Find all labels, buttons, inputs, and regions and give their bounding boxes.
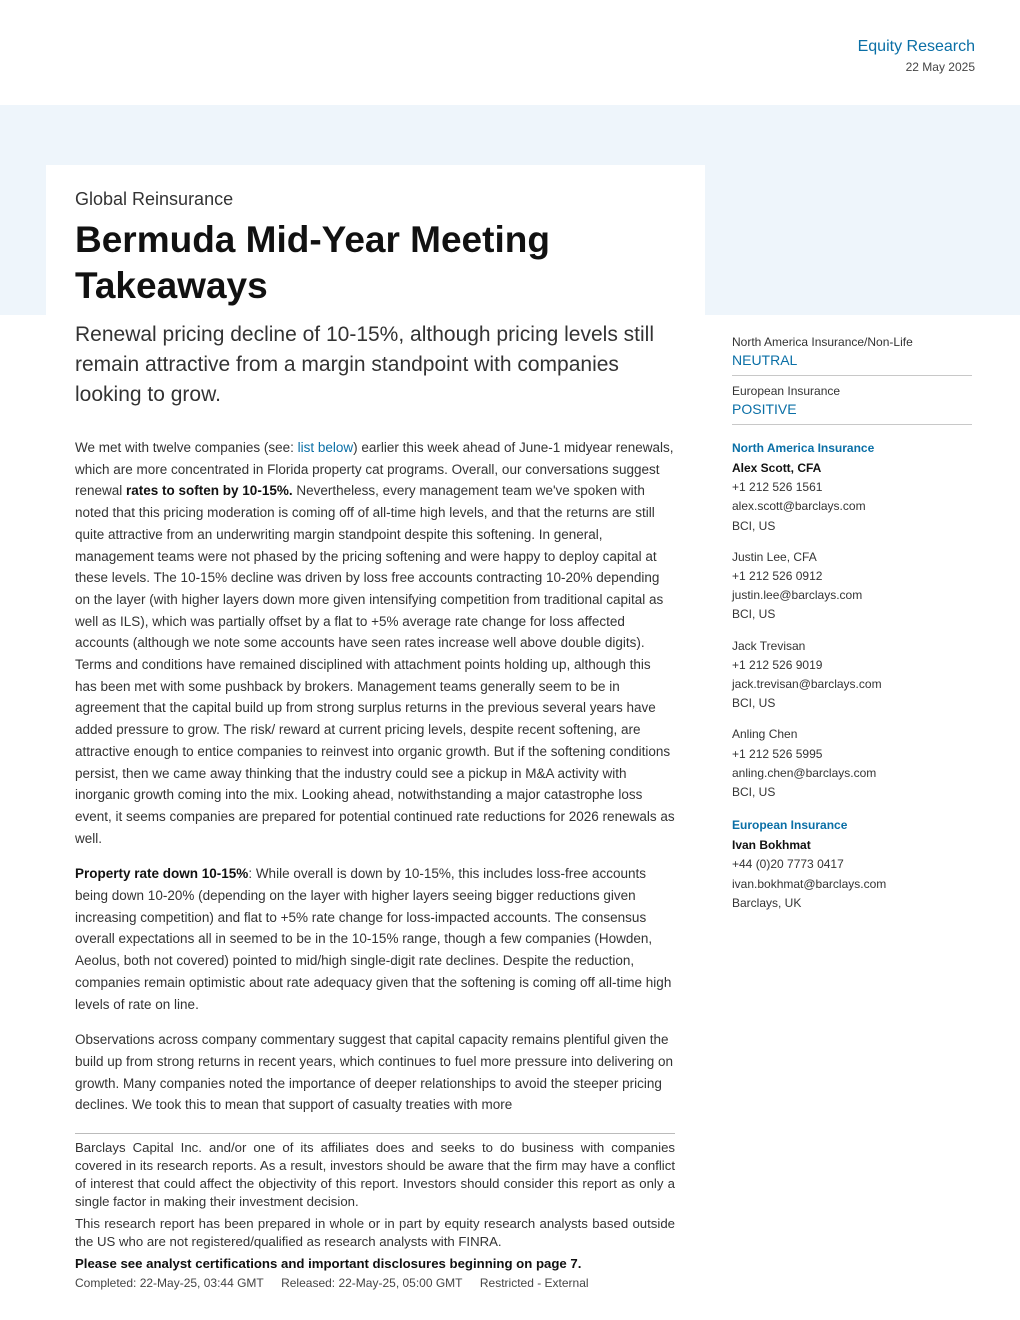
analyst-card [732, 637, 972, 714]
section-lead: Property rate down 10-15% [75, 866, 249, 882]
coverage-rating [732, 382, 972, 425]
sector-label: Global Reinsurance [75, 189, 234, 209]
analyst-name: Ivan Bokhmat [732, 838, 811, 853]
analyst-email[interactable]: justin.lee@barclays.com [732, 588, 863, 603]
analyst-name: Jack Trevisan [732, 638, 806, 653]
report-subtitle: Renewal pricing decline of 10-15%, although pricing levels still remain attractive from a margin standpoint with companies looking to grow. [75, 323, 654, 406]
team-name: European Insurance [732, 818, 848, 833]
analyst-name: Justin Lee, CFA [732, 549, 817, 564]
analyst-card [732, 459, 972, 536]
coverage-name: European Insurance [732, 384, 841, 398]
analyst-entity: BCI, US [732, 518, 776, 533]
disclaimer-paragraph: This research report has been prepared in whole or in part by equity research analysts based outside the US who are not registered/qualified as research analysts with FINRA. [75, 1216, 675, 1249]
key-finding: rates to soften by 10-15%. [126, 483, 293, 499]
analyst-phone: +44 (0)20 7773 0417 [732, 857, 844, 872]
analyst-card [732, 725, 972, 802]
completed-time: Completed: 22-May-25, 03:44 GMT [75, 1276, 264, 1290]
analyst-phone: +1 212 526 5995 [732, 746, 823, 761]
analyst-name: Anling Chen [732, 727, 798, 742]
analyst-email[interactable]: alex.scott@barclays.com [732, 499, 866, 514]
analyst-phone: +1 212 526 9019 [732, 657, 823, 672]
body-paragraph [75, 437, 675, 849]
rating-badge: NEUTRAL [732, 352, 798, 368]
released-time: Released: 22-May-25, 05:00 GMT [281, 1276, 463, 1290]
disclosures-notice: Please see analyst certifications and important disclosures beginning on page 7. [75, 1256, 582, 1271]
analyst-email[interactable]: jack.trevisan@barclays.com [732, 677, 882, 692]
body-paragraph: Observations across company commentary suggest that capital capacity remains plentiful given the build up from strong returns in recent years, which continues to fuel more pressure into delivering on growth. Many companies noted the importance of deeper relationships to avoid the steeper pricing declines. We took this to mean that support of casualty treaties with more [75, 1032, 674, 1113]
classification-label: Restricted - External [479, 1276, 589, 1290]
analyst-card [732, 548, 972, 625]
report-timestamps [75, 1274, 675, 1292]
analyst-card [732, 836, 972, 913]
analyst-entity: BCI, US [732, 785, 776, 800]
rating-badge: POSITIVE [732, 401, 797, 417]
analyst-entity: BCI, US [732, 696, 776, 711]
body-paragraph [75, 863, 675, 1015]
body-text: Nevertheless, every management team we've spoken with noted that this pricing moderation is coming off of all-time high levels, and that the returns are still quite attractive from an underwriting margin standpoint despite this softening. In general, management teams were not phased by the pricing softening and were happy to deploy capital at these levels. The 10-15% decline was driven by loss free accounts contracting 10-20% depending on the layer (with higher layers down more given intensifying competition from traditional capital as well as ILS), which was partially offset by a flat to +5% average rate change for loss affected accounts (although we note some accounts have seen rates increase well above double digits). Terms and conditions have remained disciplined with attachment points holding up, although this has been met with some pushback by brokers. Management teams generally seem to be in agreement that the capital build up from strong surplus returns in the previous several years have added pressure to grow. The risk/ reward at current pricing levels, despite recent softening, are attractive enough to entice companies to reinvest into organic growth. But if the softening conditions persist, then we came away thinking that the industry could see a pickup in M&A activity with inorganic growth coming into the mix. Looking ahead, notwithstanding a major catastrophe loss event, it seems companies are prepared for potential continued rate reductions for 2026 renewals as well. [75, 483, 675, 846]
report-title: Bermuda Mid-Year Meeting Takeaways [75, 219, 550, 306]
body-text: ) earlier this week ahead of June-1 midyear renewals, which are more concentrated in Florida property cat programs. Overall, our conversations suggest renewal [75, 440, 674, 499]
publication-type: Equity Research [857, 38, 975, 55]
report-body [75, 437, 675, 1116]
list-below-link[interactable]: list below [297, 440, 354, 455]
body-text: We met with twelve companies (see: [75, 440, 298, 455]
report-header [858, 37, 975, 74]
analyst-phone: +1 212 526 0912 [732, 569, 823, 584]
sidebar [732, 333, 972, 925]
analyst-entity: BCI, US [732, 607, 776, 622]
team-name: North America Insurance [732, 441, 875, 455]
analyst-phone: +1 212 526 1561 [732, 480, 823, 495]
analyst-email[interactable]: anling.chen@barclays.com [732, 765, 877, 780]
analyst-name: Alex Scott, CFA [732, 461, 822, 475]
analyst-team [732, 816, 972, 913]
analyst-entity: Barclays, UK [732, 895, 802, 910]
analyst-email[interactable]: ivan.bokhmat@barclays.com [732, 876, 887, 891]
analyst-team [732, 439, 972, 802]
publication-date: 22 May 2025 [905, 60, 975, 74]
coverage-rating [732, 333, 972, 376]
body-text: : While overall is down by 10-15%, this includes loss-free accounts being down 10-20% (depending on the layer with higher layers seeing bigger reductions given increasing competition) and flat to +5% rate change for loss-impacted accounts. The consensus overall expectations all in seemed to be in the 10-15% range, though a few companies (Howden, Aeolus, both not covered) pointed to mid/high single-digit rate declines. Despite the reduction, companies remain optimistic about rate adequacy given that the softening is coming off all-time high levels of rate on line. [75, 866, 672, 1012]
disclaimer-paragraph: Barclays Capital Inc. and/or one of its affiliates does and seeks to do business with companies covered in its research reports. As a result, investors should be aware that the firm may have a conflict of interest that could affect the objectivity of this report. Investors should consider this report as only a single factor in making their investment decision. [75, 1140, 675, 1209]
disclosure-footer [75, 1133, 675, 1292]
coverage-name: North America Insurance/Non-Life [732, 335, 913, 349]
